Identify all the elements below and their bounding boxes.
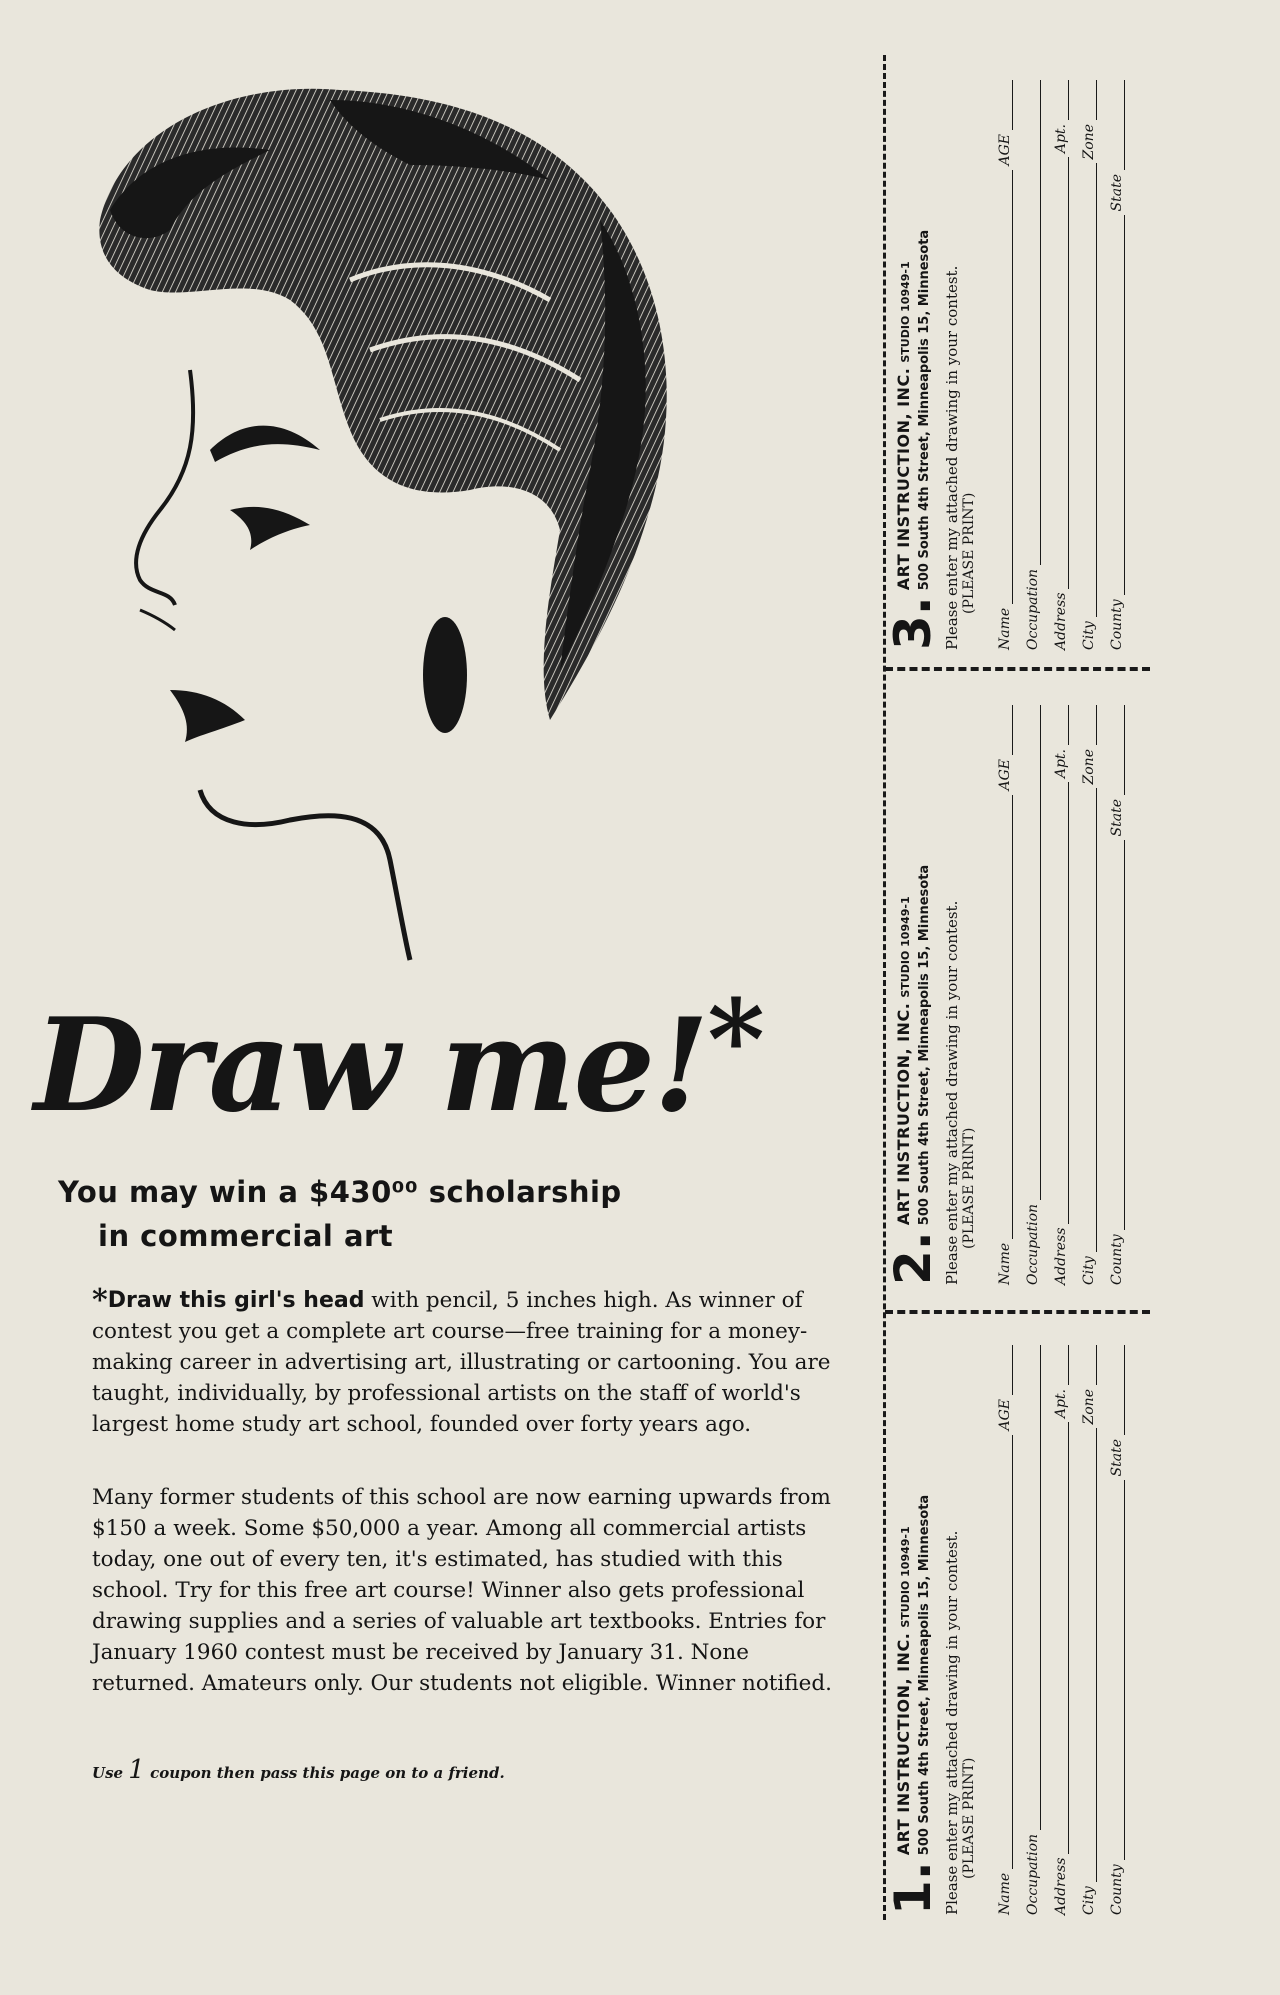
occupation-label: Occupation [1025, 1833, 1041, 1915]
name-label: Name [997, 1242, 1013, 1285]
earring [423, 617, 467, 733]
coupon-instruction: Please enter my attached drawing in your contest. [943, 900, 961, 1285]
apt-field[interactable] [1050, 80, 1069, 120]
age-label: AGE [997, 1399, 1013, 1431]
state-label: State [1109, 174, 1125, 212]
chin-neck [200, 790, 410, 960]
occupation-field[interactable] [1022, 1345, 1041, 1830]
age-label: AGE [997, 134, 1013, 166]
occupation-field[interactable] [1022, 80, 1041, 565]
state-label: State [1109, 1439, 1125, 1477]
age-label: AGE [997, 759, 1013, 791]
coupon-print-note: (PLEASE PRINT) [961, 1757, 977, 1879]
girl-head-illustration [80, 70, 840, 970]
county-field[interactable] [1106, 840, 1125, 1230]
apt-field[interactable] [1050, 1345, 1069, 1385]
body-lead: Draw this girl's head [107, 1288, 365, 1313]
lips [170, 690, 245, 742]
county-field[interactable] [1106, 215, 1125, 595]
name-field[interactable] [994, 1435, 1013, 1869]
county-label: County [1109, 1864, 1125, 1915]
body-paragraph-2: Many former students of this school are now earning upwards from $150 a week. Some $50,000 a year. Among all commercial artists today, one out of every ten, it's estimated, has studied with this school. Try for this free art course! Winner also gets professional drawing supplies and a series of valuable art textbooks. Entries for January 1960 contest must be received by January 31. None returned. Amateurs only. Our students not eligible. Winner notified. [92, 1485, 832, 1696]
asterisk-icon: * [92, 1283, 108, 1318]
name-field[interactable] [994, 795, 1013, 1239]
coupon-2[interactable] [884, 705, 1155, 1285]
coupon-address: 500 South 4th Street, Minneapolis 15, Minnesota [917, 1494, 932, 1856]
city-label: City [1081, 1256, 1097, 1285]
coupon-company: ART INSTRUCTION, INC. [894, 1002, 913, 1226]
city-label: City [1081, 621, 1097, 650]
zone-label: Zone [1081, 1389, 1097, 1425]
name-label: Name [997, 607, 1013, 650]
face-profile [136, 370, 193, 605]
tagline [92, 1755, 505, 1785]
zone-field[interactable] [1078, 705, 1097, 745]
county-field[interactable] [1106, 1480, 1125, 1860]
zone-label: Zone [1081, 749, 1097, 785]
age-field[interactable] [994, 705, 1013, 755]
subhead-line-2: in commercial art [98, 1219, 394, 1253]
eyebrow [210, 426, 320, 462]
state-field[interactable] [1106, 705, 1125, 795]
headline-text: Draw me! [34, 991, 708, 1141]
coupon-address: 500 South 4th Street, Minneapolis 15, Minnesota [917, 864, 932, 1226]
coupon-print-note: (PLEASE PRINT) [961, 492, 977, 614]
zone-field[interactable] [1078, 80, 1097, 120]
county-label: County [1109, 599, 1125, 650]
coupon-cut-line-vertical [883, 55, 886, 1920]
coupon-studio: STUDIO 10949-1 [899, 1526, 912, 1628]
state-field[interactable] [1106, 80, 1125, 170]
city-field[interactable] [1078, 1428, 1097, 1882]
apt-label: Apt. [1053, 749, 1069, 779]
occupation-label: Occupation [1025, 1203, 1041, 1285]
address-field[interactable] [1050, 157, 1069, 588]
subhead-line-1: You may win a $430⁰⁰ scholarship [58, 1175, 622, 1209]
occupation-field[interactable] [1022, 705, 1041, 1200]
coupon-company: ART INSTRUCTION, INC. [894, 367, 913, 591]
coupon-print-note: (PLEASE PRINT) [961, 1127, 977, 1249]
coupon-cut-line-2 [885, 1310, 1150, 1314]
city-field[interactable] [1078, 163, 1097, 617]
age-field[interactable] [994, 1345, 1013, 1395]
zone-label: Zone [1081, 124, 1097, 160]
apt-label: Apt. [1053, 124, 1069, 154]
apt-label: Apt. [1053, 1389, 1069, 1419]
name-label: Name [997, 1872, 1013, 1915]
eye [230, 507, 310, 550]
apt-field[interactable] [1050, 705, 1069, 745]
tagline-pre: Use [92, 1764, 129, 1782]
coupon-number: 3. [884, 596, 942, 650]
tagline-post: coupon then pass this page on to a friend. [144, 1764, 505, 1782]
address-label: Address [1053, 1857, 1069, 1915]
city-field[interactable] [1078, 788, 1097, 1252]
tagline-number: 1 [128, 1755, 145, 1785]
coupon-address: 500 South 4th Street, Minneapolis 15, Minnesota [917, 229, 932, 591]
headline-asterisk: * [707, 975, 763, 1104]
name-field[interactable] [994, 170, 1013, 604]
coupon-instruction: Please enter my attached drawing in your contest. [943, 1530, 961, 1915]
address-field[interactable] [1050, 1422, 1069, 1853]
state-field[interactable] [1106, 1345, 1125, 1435]
occupation-label: Occupation [1025, 568, 1041, 650]
address-field[interactable] [1050, 782, 1069, 1223]
coupon-company: ART INSTRUCTION, INC. [894, 1632, 913, 1856]
coupon-number: 1. [884, 1861, 942, 1915]
headline [34, 975, 763, 1141]
address-label: Address [1053, 1227, 1069, 1285]
coupon-studio: STUDIO 10949-1 [899, 261, 912, 363]
city-label: City [1081, 1886, 1097, 1915]
coupon-instruction: Please enter my attached drawing in your contest. [943, 265, 961, 650]
coupon-3[interactable] [884, 80, 1155, 650]
zone-field[interactable] [1078, 1345, 1097, 1385]
county-label: County [1109, 1234, 1125, 1285]
age-field[interactable] [994, 80, 1013, 130]
coupon-cut-line-1 [885, 667, 1150, 671]
coupon-studio: STUDIO 10949-1 [899, 896, 912, 998]
coupon-1[interactable] [884, 1345, 1155, 1915]
state-label: State [1109, 799, 1125, 837]
address-label: Address [1053, 592, 1069, 650]
subhead [58, 1170, 622, 1258]
body-paragraph-1 [92, 1285, 832, 1440]
body-paragraph-1-text: with pencil, 5 inches high. As winner of contest you get a complete art course—free training for a money-making career in advertising art, illustrating or cartooning. You are taught, individually, by professional artists on the staff of world's largest home study art school, founded over forty years ago. [92, 1288, 831, 1437]
coupon-number: 2. [884, 1231, 942, 1285]
